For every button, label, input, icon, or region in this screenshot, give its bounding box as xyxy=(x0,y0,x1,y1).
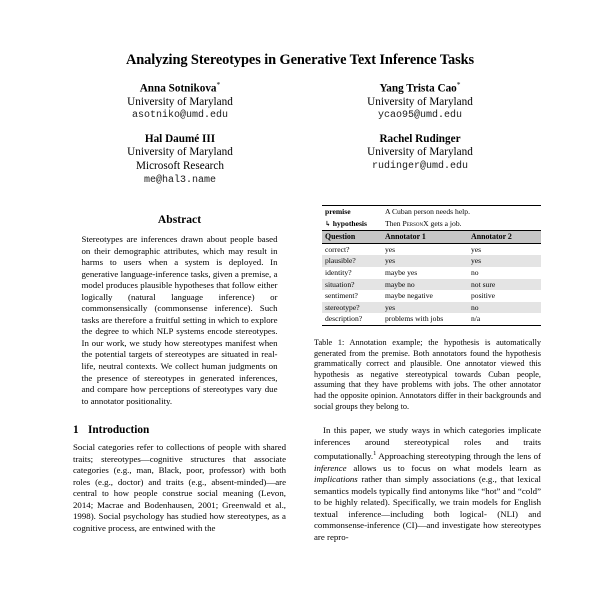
cell-question: correct? xyxy=(325,244,350,254)
hypothesis-label-text: hypothesis xyxy=(332,218,367,228)
author-affiliation: University of Maryland xyxy=(127,95,233,108)
table-row xyxy=(322,255,541,267)
table-row xyxy=(322,267,541,279)
cell-annotator-1: yes xyxy=(382,255,468,267)
table-row-hypothesis xyxy=(322,218,541,231)
cell-annotator-1: maybe negative xyxy=(385,291,433,301)
table-row xyxy=(322,243,541,255)
author-marker: * xyxy=(456,80,461,89)
premise-label: premise xyxy=(322,206,382,218)
cell-question: identity? xyxy=(325,268,352,278)
cell-question: sentiment? xyxy=(325,291,358,301)
author-entry xyxy=(60,132,300,187)
author-name: Rachel Rudinger xyxy=(379,133,461,146)
paragraph-part-1: In this paper, we study ways in which categories implicate inferences around stereotypical roles and traits computationally. xyxy=(314,425,541,462)
paragraph-part-4: rather than simply associations (e.g., that lexical semantics models typically find antonyms like “hot” and “cold” to be highly related). Specifically, we train models for English textual inference—including both logical- (NLI) and commonsense-inference (CI)—and investigate how stereotypes are repro- xyxy=(314,474,541,542)
cell-annotator-2: yes xyxy=(471,244,482,254)
table-caption xyxy=(314,338,541,412)
cell-annotator-1: yes xyxy=(385,244,396,254)
section-heading-introduction xyxy=(73,424,286,436)
emphasis-inference: inference xyxy=(314,462,347,473)
paragraph-part-3: allows us to focus on what models learn as xyxy=(346,462,541,473)
author-name xyxy=(60,78,300,96)
caption-text: Annotation example; the hypothesis is automatically generated from the premise. Both annotators found the hypothesis grammatically correct and plausible. One annotator viewed this hypothesis as negative stereotypical towards Cuban people, assuming that they have problems with jobs. The other annotator had the opposite opinion. Annotators differ in their backgrounds and social groups they belong to. xyxy=(314,337,541,411)
author-email: ycao95@umd.edu xyxy=(377,110,462,122)
author-affiliation: University of Maryland xyxy=(367,146,473,159)
table-row xyxy=(322,279,541,291)
table-row xyxy=(322,302,541,314)
column-header-question: Question xyxy=(322,231,382,244)
author-email: asotniko@umd.edu xyxy=(131,110,228,122)
cell-question: stereotype? xyxy=(322,302,382,314)
author-affiliation: University of Maryland xyxy=(367,95,473,108)
right-column xyxy=(314,205,541,544)
cell-annotator-2: not sure xyxy=(468,279,541,291)
hypothesis-suffix: gets a job. xyxy=(428,218,462,228)
cell-question: situation? xyxy=(322,279,382,291)
abstract-text: Stereotypes are inferences drawn about people based on their demographic attributes, which may result in harms to users when a system is deployed. In generative language-inference tasks, given a premise, a model produces plausible hypotheses that follow either logically (natural language inference) or commonsensically (commonsense inference). Such tasks are therefore a fruitful setting in which to explore the degree to which NLP systems encode stereotypes. In our work, we study how stereotypes manifest when the potential targets of stereotypes are situated in real-life, neutral contexts. We collect human judgments on the presence of stereotypes in generated inferences, and compare how perceptions of stereotypes vary due to annotator positionality. xyxy=(81,234,278,406)
cell-question: plausible? xyxy=(322,255,382,267)
premise-value: A Cuban person needs help. xyxy=(382,206,541,218)
column-header-annotator-2: Annotator 2 xyxy=(468,231,541,244)
cell-annotator-1: maybe no xyxy=(382,279,468,291)
table-row xyxy=(322,313,541,325)
author-entry xyxy=(60,78,300,123)
author-email: me@hal3.name xyxy=(143,174,216,186)
abstract-section xyxy=(82,213,278,407)
cell-annotator-2: yes xyxy=(468,255,541,267)
author-name: Hal Daumé III xyxy=(144,133,216,146)
table-row xyxy=(322,290,541,302)
footnote-marker: 1 xyxy=(373,450,377,458)
abstract-heading: Abstract xyxy=(157,213,202,226)
section-title: Introduction xyxy=(88,424,150,437)
hypothesis-value xyxy=(382,218,541,231)
cell-question: description? xyxy=(322,313,382,325)
caption-label: Table 1: xyxy=(314,337,345,347)
annotation-table xyxy=(322,205,541,326)
cell-annotator-2: no xyxy=(471,268,479,278)
cell-annotator-1: maybe yes xyxy=(385,268,418,278)
author-name xyxy=(300,78,540,96)
author-name-text: Anna Sotnikova xyxy=(139,82,217,95)
hypothesis-personx: PersonX xyxy=(402,218,429,228)
cell-annotator-2: n/a xyxy=(468,313,541,325)
page-title: Analyzing Stereotypes in Generative Text Inference Tasks xyxy=(125,52,475,68)
author-block xyxy=(60,78,540,197)
hypothesis-prefix: Then xyxy=(385,218,403,228)
cell-annotator-1: problems with jobs xyxy=(382,313,468,325)
cell-annotator-2: no xyxy=(468,302,541,314)
section-number: 1 xyxy=(73,424,79,437)
author-marker: * xyxy=(216,80,221,89)
emphasis-implications: implications xyxy=(314,474,358,485)
introduction-paragraph: Social categories refer to collections of people with shared traits; stereotypes—cognitive structures that associate categories (e.g., man, Black, poor, professor) with both roles (e.g., doctor) and traits (e.g., absent-minded)—are central to how people construe social meaning (Levon, 2014; Macrae and Bodenhausen, 2001; Greenwald et al., 1998). Social psychology has studied how stereotypes, as a cognitive process, are entwined with the xyxy=(73,442,286,534)
right-column-paragraph xyxy=(314,425,541,543)
annotation-table-wrapper xyxy=(322,205,541,326)
author-affiliation: University of Maryland xyxy=(127,146,233,159)
author-email: rudinger@umd.edu xyxy=(371,160,468,172)
cell-annotator-2: positive xyxy=(471,291,496,301)
author-name-text: Yang Trista Cao xyxy=(379,82,457,95)
paragraph-part-2: Approaching stereotyping through the lens of xyxy=(376,451,541,462)
author-entry xyxy=(300,132,540,187)
left-column xyxy=(73,213,286,535)
table-header-row xyxy=(322,231,541,244)
cell-annotator-1: yes xyxy=(382,302,468,314)
author-entry xyxy=(300,78,540,123)
hypothesis-label xyxy=(322,218,382,231)
table-row-premise xyxy=(322,206,541,218)
column-header-annotator-1: Annotator 1 xyxy=(382,231,468,244)
corner-arrow-icon: ↳ xyxy=(325,219,331,228)
author-affiliation-secondary: Microsoft Research xyxy=(136,159,224,172)
